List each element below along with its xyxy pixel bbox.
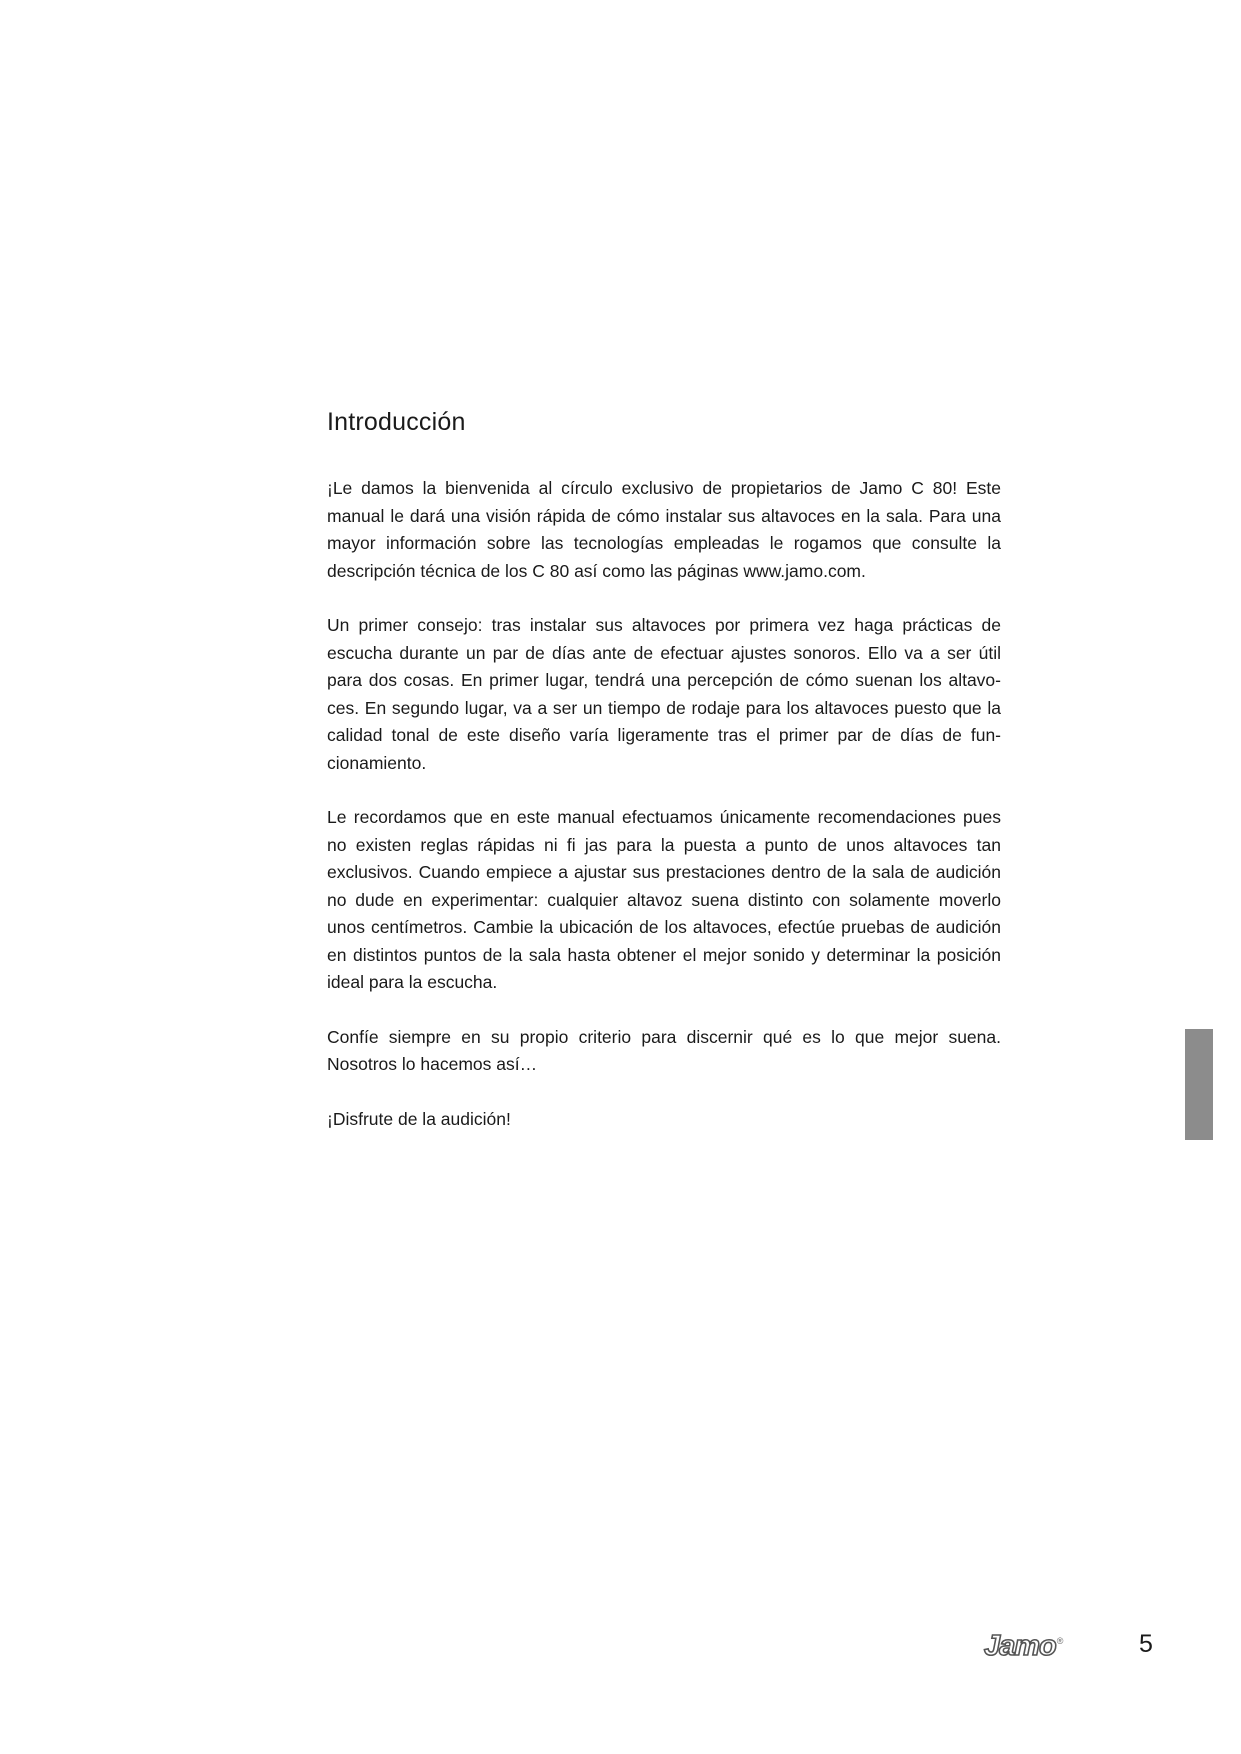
language-side-tab [1185, 1029, 1213, 1140]
content-column [327, 408, 1001, 1160]
paragraph-trust: Confíe siempre en su propio criterio para discernir qué es lo que mejor suena. Nosotros lo hacemos así… [327, 1026, 1001, 1074]
jamo-logo-text: Jamo [984, 1629, 1056, 1662]
paragraph-welcome: ¡Le damos la bienvenida al círculo exclusivo de propietarios de Jamo C 80! Este manual le dará una visión rápida de cómo instalar sus altavoces en la sala. Para una mayor información sobre las tecnologías empleadas le rogamos que consulte la descripción técnica de los C 80 así como las páginas www.jamo.com. [327, 478, 1001, 581]
page-number: 5 [1139, 1630, 1153, 1658]
paragraph-first-tip: Un primer consejo: tras instalar sus altavoces por primera vez haga prácticas de escucha durante un par de días ante de efectuar ajustes sonoros. Ello va a ser útil para dos cosas. En primer lugar, tendrá una percepción de cómo suenan los altavoces. En segundo lugar, va a ser un tiempo de rodaje para los altavoces puesto que la calidad tonal de este diseño varía ligeramente tras el primer par de días de funcionamiento. [327, 615, 1001, 773]
paragraph-recommendations: Le recordamos que en este manual efectuamos únicamente recomendaciones pues no existen reglas rápidas ni fi jas para la puesta a punto de unos altavoces tan exclusivos. Cuando empiece a ajustar sus prestaciones dentro de la sala de audición no dude en experimentar: cualquier altavoz suena distinto con solamente moverlo unos centímetros. Cambie la ubicación de los altavoces, efectúe pruebas de audición en distintos puntos de la sala hasta obtener el mejor sonido y determinar la posición ideal para la escucha. [327, 807, 1001, 992]
registered-mark: ® [1056, 1636, 1063, 1646]
section-title: Introducción [327, 408, 466, 436]
paragraph-enjoy: ¡Disfrute de la audición! [327, 1108, 511, 1129]
jamo-logo [984, 1631, 1084, 1661]
